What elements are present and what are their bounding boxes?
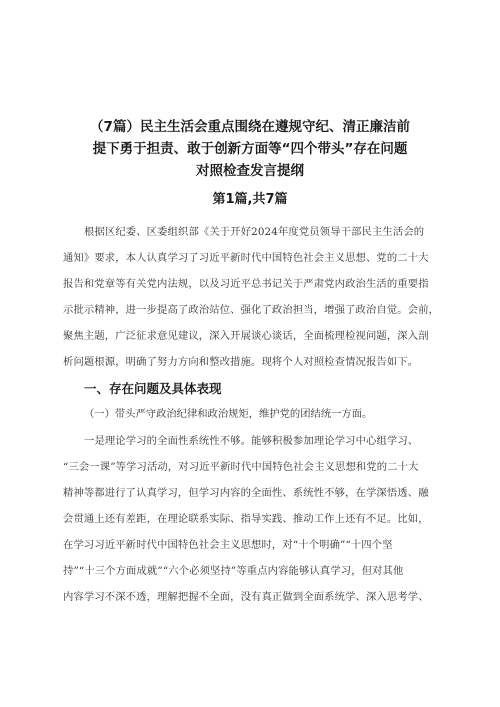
intro-line: 析问题根源，明确了努力方向和整改措施。现将个人对照检查情况报告如下。 <box>63 356 419 368</box>
intro-line: 示批示精神，进一步提高了政治站位、强化了政治担当，增强了政治自觉。会前， <box>63 304 439 316</box>
document-title-line-2: 提下勇于担责、敢于创新方面等“四个带头”存在问题 <box>92 141 408 157</box>
document-title-line-3: 对照检查发言提纲 <box>196 163 304 179</box>
intro-line: 报告和党章等有关党内法规，以及习近平总书记关于严肃党内政治生活的重要指 <box>63 278 429 290</box>
body-line: 持”“十三个方面成就”“六个必须坚持”等重点内容能够认真学习，但对其他 <box>63 565 404 577</box>
body-line: 在学习习近平新时代中国特色社会主义思想时，对“十个明确”“十四个坚 <box>63 539 393 551</box>
intro-line: 聚焦主题，广泛征求意见建议，深入开展谈心谈话，全面梳理检视问题，深入剖 <box>63 330 429 342</box>
section-heading: 一、存在问题及具体表现 <box>84 381 222 396</box>
intro-line: 通知》要求，本人认真学习了习近平新时代中国特色社会主义思想、党的二十大 <box>63 252 429 264</box>
body-line: “三会一课”等学习活动，对习近平新时代中国特色社会主义思想和党的二十大 <box>63 461 419 473</box>
subsection-heading: （一）带头严守政治纪律和政治规矩，维护党的团结统一方面。 <box>84 408 373 420</box>
body-line: 一是理论学习的全面性系统性不够。能够积极参加理论学习中心组学习、 <box>84 435 419 447</box>
body-line: 精神等都进行了认真学习，但学习内容的全面性、系统性不够，在学深悟透、融 <box>63 487 429 499</box>
intro-line: 根据区纪委、区委组织部《关于开好2024年度党员领导干部民主生活会的 <box>84 226 425 238</box>
document-title-line-1: （7篇）民主生活会重点围绕在遵规守纪、清正廉洁前 <box>90 119 410 135</box>
body-line: 内容学习不深不透，理解把握不全面，没有真正做到全面系统学、深入思考学、 <box>63 591 429 603</box>
body-line: 会贯通上还有差距，在理论联系实际、指导实践、推动工作上还有不足。比如， <box>63 513 429 525</box>
document-subtitle: 第1篇,共7篇 <box>212 192 288 207</box>
